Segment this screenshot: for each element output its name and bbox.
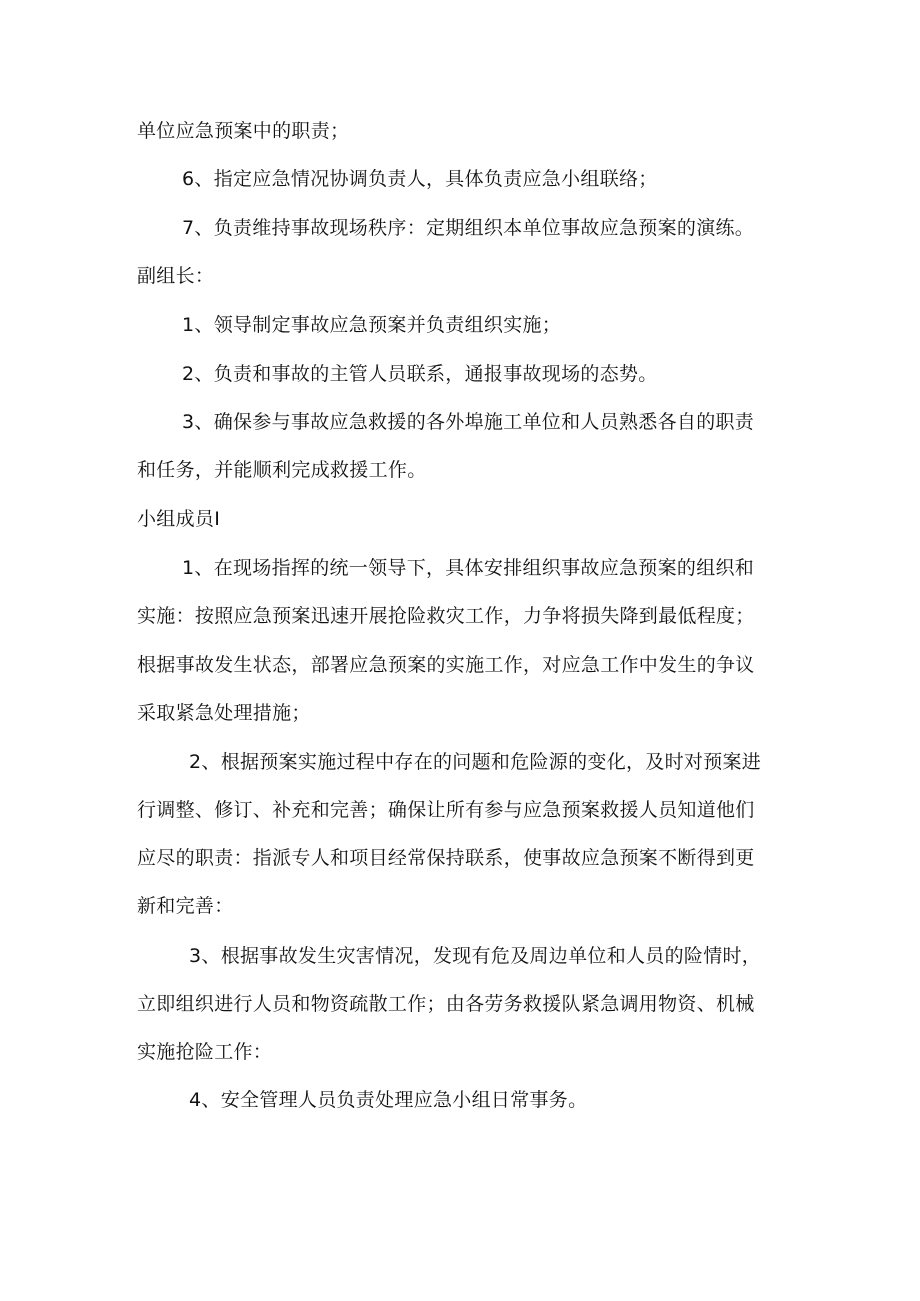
text-line: 行调整、修订、补充和完善；确保让所有参与应急预案救援人员知道他们 <box>137 799 755 821</box>
text-line: 2、根据预案实施过程中存在的问题和危险源的变化，及时对预案进 <box>189 751 762 773</box>
text-line: 应尽的职责：指派专人和项目经常保持联系，使事故应急预案不断得到更 <box>137 847 755 869</box>
text-line: 采取紧急处理措施； <box>137 702 311 724</box>
text-line: 6、指定应急情况协调负责人，具体负责应急小组联络； <box>182 168 658 190</box>
text-line: 实施：按照应急预案迅速开展抢险救灾工作，力争将损失降到最低程度； <box>137 605 755 627</box>
text-line: 立即组织进行人员和物资疏散工作；由各劳务救援队紧急调用物资、机械 <box>137 993 755 1015</box>
text-line: 实施抢险工作： <box>137 1041 273 1063</box>
text-line: 新和完善： <box>137 895 234 917</box>
text-line: 3、根据事故发生灾害情况，发现有危及周边单位和人员的险情时， <box>189 945 762 967</box>
text-line: 单位应急预案中的职责； <box>137 120 350 142</box>
text-line: 3、确保参与事故应急救援的各外埠施工单位和人员熟悉各自的职责 <box>182 411 755 433</box>
text-line: 2、负责和事故的主管人员联系，通报事故现场的态势。 <box>182 363 658 385</box>
section-heading: 副组长： <box>137 265 215 287</box>
section-heading: 小组成员I <box>137 508 221 530</box>
text-line: 根据事故发生状态，部署应急预案的实施工作，对应急工作中发生的争议 <box>137 654 755 676</box>
text-line: 1、领导制定事故应急预案并负责组织实施； <box>182 314 562 336</box>
text-line: 和任务，并能顺利完成救援工作。 <box>137 459 427 481</box>
text-line: 1、在现场指挥的统一领导下，具体安排组织事故应急预案的组织和 <box>182 557 755 579</box>
text-line: 4、安全管理人员负责处理应急小组日常事务。 <box>189 1089 588 1111</box>
text-line: 7、负责维持事故现场秩序：定期组织本单位事故应急预案的演练。 <box>182 217 755 239</box>
